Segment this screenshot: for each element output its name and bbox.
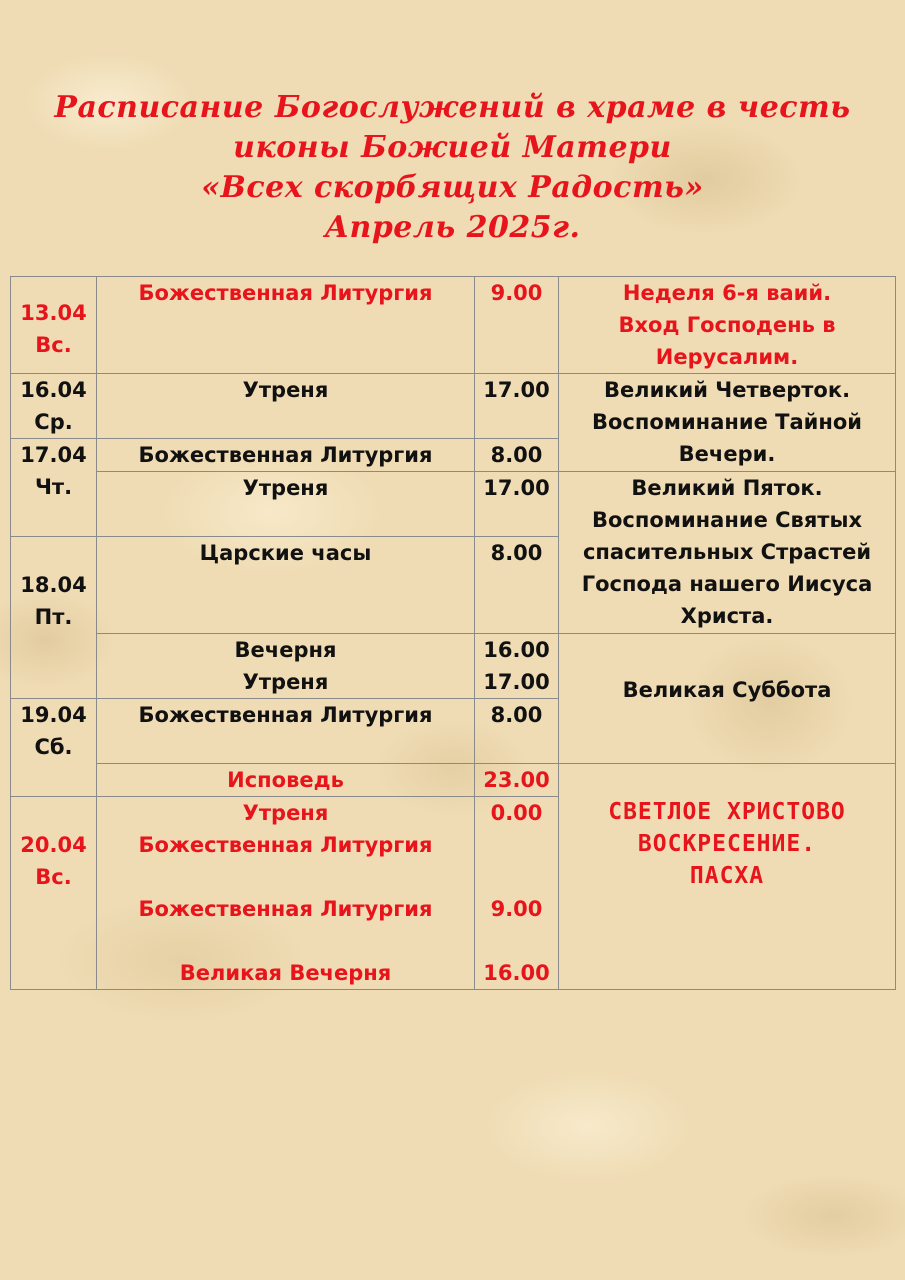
service-name: Божественная Литургия xyxy=(138,281,433,305)
service-time: 23.00 xyxy=(483,768,550,792)
note-line: спасительных Страстей xyxy=(582,540,872,564)
time-cell xyxy=(475,439,559,472)
time-cell xyxy=(475,797,559,990)
service-name: Вечерня xyxy=(234,638,337,662)
note-cell-palm-sunday xyxy=(559,277,896,374)
note-line: Воспоминание Святых xyxy=(591,508,863,532)
note-cell-holy-saturday xyxy=(559,634,896,764)
table-row xyxy=(11,764,896,797)
weekday: Пт. xyxy=(34,605,73,629)
note-line: Вход Господень в xyxy=(618,313,836,337)
date: 17.04 xyxy=(20,443,87,467)
title-line-2: иконы Божией Матери xyxy=(233,130,672,165)
service-time: 8.00 xyxy=(490,443,543,467)
service-time: 16.00 xyxy=(483,638,550,662)
title-line-4: Апрель 2025г. xyxy=(324,210,581,245)
note-line: Неделя 6-я вaий. xyxy=(622,281,832,305)
service-time: 8.00 xyxy=(490,541,543,565)
service-cell xyxy=(97,277,475,374)
note-line: Иерусалим. xyxy=(655,345,799,369)
time-cell xyxy=(475,764,559,797)
note-line: СВЕТЛОЕ ХРИСТОВО xyxy=(608,799,846,825)
date-cell-20-04 xyxy=(11,797,97,990)
service-cell xyxy=(97,699,475,764)
date-cell-18-04 xyxy=(11,537,97,699)
time-cell xyxy=(475,634,559,699)
date-cell-16-04 xyxy=(11,374,97,439)
date: 20.04 xyxy=(20,833,87,857)
service-cell xyxy=(97,764,475,797)
service-name: Божественная Литургия xyxy=(138,703,433,727)
date: 18.04 xyxy=(20,573,87,597)
time-cell xyxy=(475,699,559,764)
service-cell xyxy=(97,797,475,990)
note-line: ПАСХА xyxy=(689,863,765,889)
service-name: Исповедь xyxy=(227,768,344,792)
service-cell xyxy=(97,374,475,439)
service-name: Утреня xyxy=(242,801,329,825)
time-cell xyxy=(475,537,559,634)
weekday: Вс. xyxy=(35,865,72,889)
date-cell-19-04 xyxy=(11,699,97,797)
service-cell xyxy=(97,439,475,472)
note-line: Великий Пяток. xyxy=(631,476,823,500)
weekday: Вс. xyxy=(35,333,72,357)
weekday: Чт. xyxy=(34,475,73,499)
note-line: Господа нашего Иисуса xyxy=(581,572,873,596)
note-line: Воспоминание Тайной xyxy=(591,410,863,434)
service-cell xyxy=(97,537,475,634)
service-name: Божественная Литургия xyxy=(138,443,433,467)
service-time: 0.00 xyxy=(490,801,543,825)
time-cell xyxy=(475,472,559,537)
weekday: Сб. xyxy=(34,735,73,759)
service-time: 17.00 xyxy=(483,378,550,402)
date-cell-17-04 xyxy=(11,439,97,537)
note-cell-holy-thursday xyxy=(559,374,896,472)
title-line-1: Расписание Богослужений в храме в честь xyxy=(54,90,851,125)
note-cell-holy-friday xyxy=(559,472,896,634)
service-cell xyxy=(97,472,475,537)
service-name: Великая Вечерня xyxy=(179,961,392,985)
date: 19.04 xyxy=(20,703,87,727)
note-line: Христа. xyxy=(680,604,774,628)
note-line: Великая Суббота xyxy=(622,678,832,702)
weekday: Ср. xyxy=(34,410,73,434)
table-row xyxy=(11,374,896,439)
service-time: 9.00 xyxy=(490,897,543,921)
note-cell-easter xyxy=(559,764,896,990)
title-line-3: «Всех скорбящих Радость» xyxy=(201,170,704,205)
service-time: 17.00 xyxy=(483,670,550,694)
service-name: Утреня xyxy=(242,476,329,500)
service-name: Царские часы xyxy=(199,541,372,565)
service-cell xyxy=(97,634,475,699)
date: 13.04 xyxy=(20,301,87,325)
service-name: Божественная Литургия xyxy=(138,833,433,857)
time-cell xyxy=(475,374,559,439)
service-time: 8.00 xyxy=(490,703,543,727)
date-cell-13-04 xyxy=(11,277,97,374)
note-line: ВОСКРЕСЕНИЕ. xyxy=(637,831,817,857)
time-cell xyxy=(475,277,559,374)
service-name: Божественная Литургия xyxy=(138,897,433,921)
service-time: 16.00 xyxy=(483,961,550,985)
schedule-title xyxy=(0,88,905,248)
note-line: Вечери. xyxy=(678,442,776,466)
service-time: 9.00 xyxy=(490,281,543,305)
table-row xyxy=(11,472,896,537)
service-time: 17.00 xyxy=(483,476,550,500)
service-name: Утреня xyxy=(242,670,329,694)
date: 16.04 xyxy=(20,378,87,402)
table-row xyxy=(11,634,896,699)
service-name: Утреня xyxy=(242,378,329,402)
table-row xyxy=(11,277,896,374)
note-line: Великий Четверток. xyxy=(603,378,851,402)
schedule-table xyxy=(10,276,896,990)
